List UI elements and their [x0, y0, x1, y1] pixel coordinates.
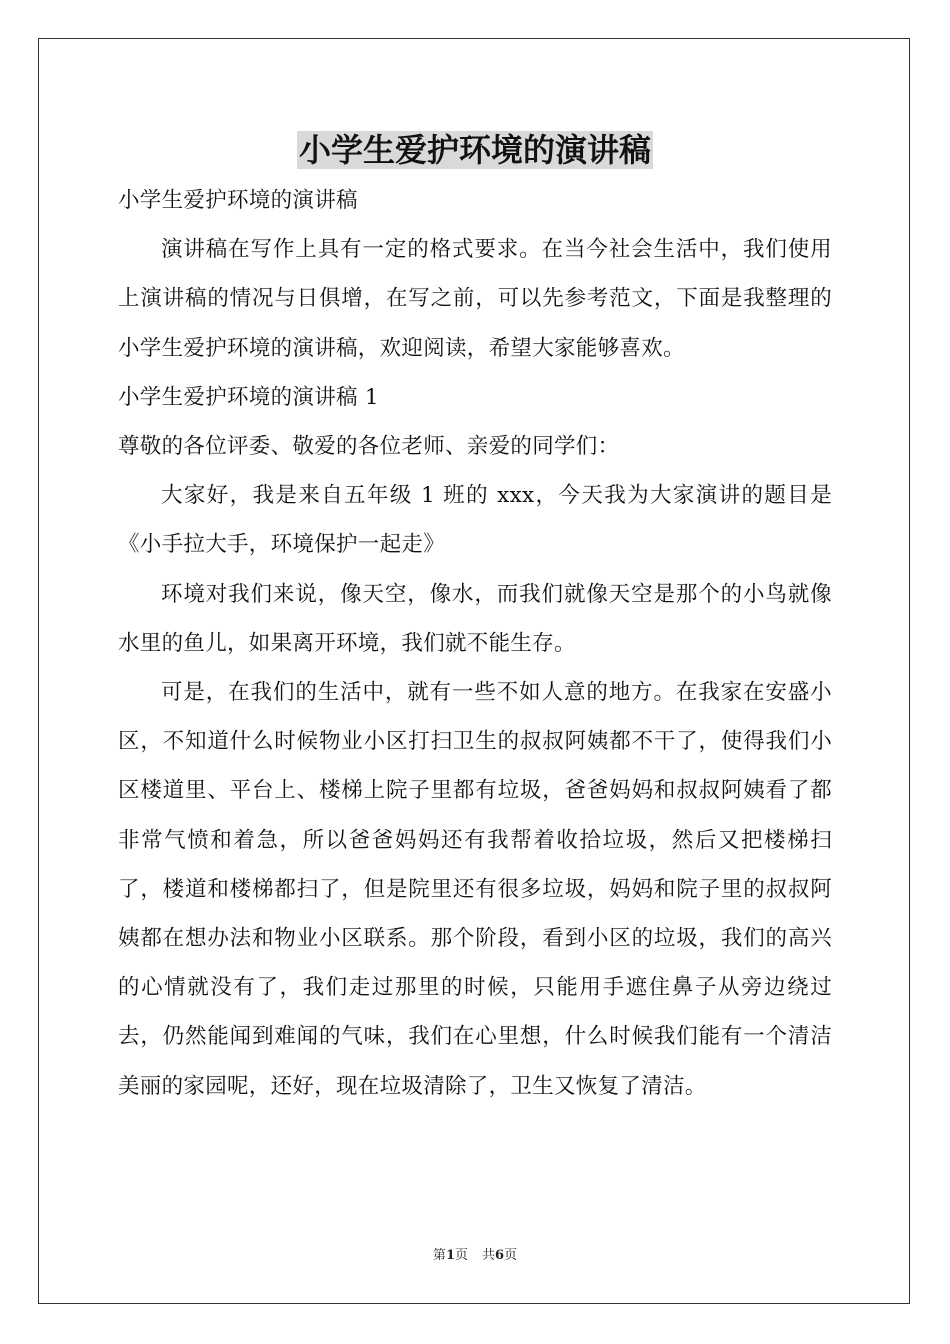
page-suffix: 页 — [454, 1248, 468, 1263]
speech-paragraph: 可是，在我们的生活中，就有一些不如人意的地方。在我家在安盛小区，不知道什么时候物业小区打扫卫生的叔叔阿姨都不干了，使得我们小区楼道里、平台上、楼梯上院子里都有垃圾，爸爸妈妈和叔叔阿姨看了都非常气愤和着急，所以爸爸妈妈还有我帮着收拾垃圾，然后又把楼梯扫了，楼道和楼梯都扫了，但是院里还有很多垃圾，妈妈和院子里的叔叔阿姨都在想办法和物业小区联系。那个阶段，看到小区的垃圾，我们的高兴的心情就没有了，我们走过那里的时候，只能用手遮住鼻子从旁边绕过去，仍然能闻到难闻的气味，我们在心里想，什么时候我们能有一个清洁美丽的家园呢，还好，现在垃圾清除了，卫生又恢复了清洁。 — [118, 680, 832, 1099]
total-page-number: 6 — [495, 1248, 505, 1263]
intro-paragraph: 演讲稿在写作上具有一定的格式要求。在当今社会生活中，我们使用上演讲稿的情况与日俱增，在写之前，可以先参考范文，下面是我整理的小学生爱护环境的演讲稿，欢迎阅读，希望大家能够喜欢。 — [118, 237, 832, 361]
speech-paragraph: 大家好，我是来自五年级 1 班的 xxx，今天我为大家演讲的题目是《小手拉大手，环境保护一起走》 — [118, 483, 832, 558]
document-title — [0, 126, 950, 174]
current-page-number: 1 — [445, 1248, 455, 1263]
page-footer — [0, 1247, 950, 1265]
document-title-text: 小学生爱护环境的演讲稿 — [298, 131, 651, 169]
speech-paragraph: 环境对我们来说，像天空，像水，而我们就像天空是那个的小鸟就像水里的鱼儿，如果离开环境，我们就不能生存。 — [118, 581, 832, 656]
subtitle-line: 小学生爱护环境的演讲稿 — [118, 188, 358, 213]
total-suffix: 页 — [504, 1248, 518, 1263]
document-body — [118, 176, 832, 1111]
total-prefix: 共 — [482, 1248, 496, 1263]
page-prefix: 第 — [432, 1248, 446, 1263]
section-heading: 小学生爱护环境的演讲稿 1 — [118, 384, 379, 410]
salutation-line: 尊敬的各位评委、敬爱的各位老师、亲爱的同学们： — [118, 434, 620, 460]
